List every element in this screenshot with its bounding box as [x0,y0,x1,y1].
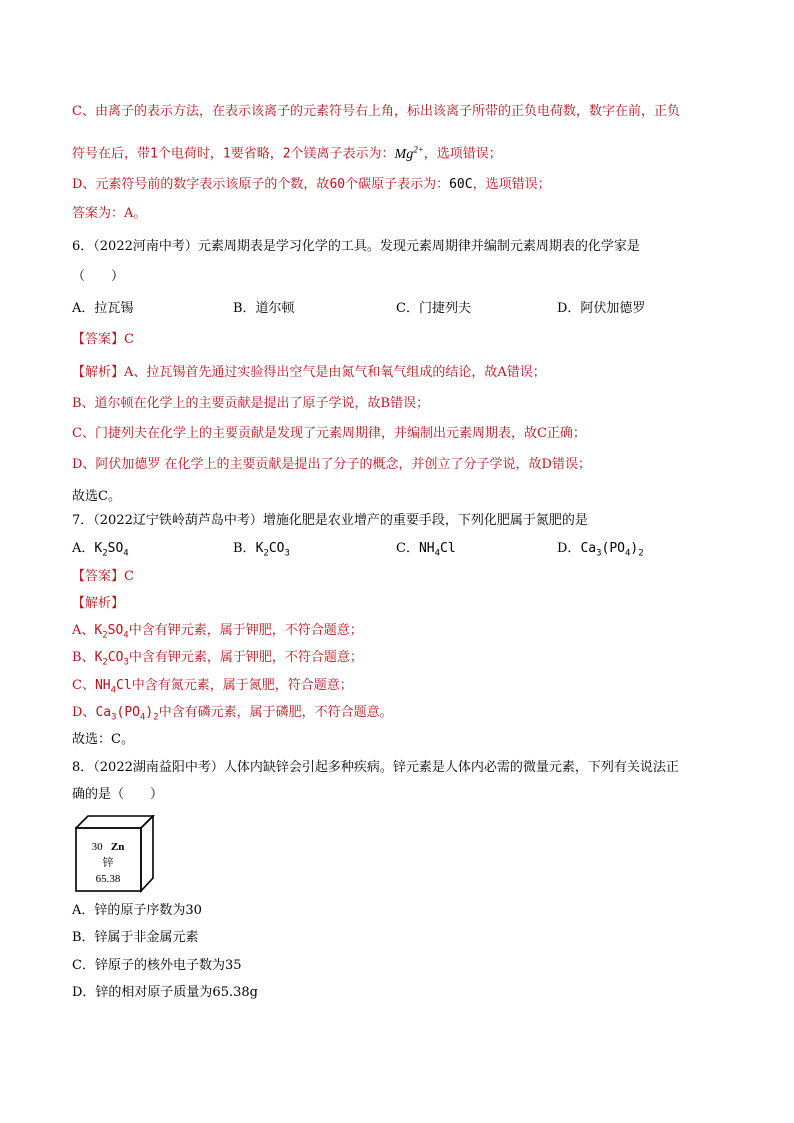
q6-analysis-b: B、道尔顿在化学上的主要贡献是提出了原子学说，故B错误； [72,396,430,411]
q6-stem-line2: （ ） [72,269,125,284]
prev-option-d: D、元素符号前的数字表示该原子的个数，故60个碳原子表示为：60C，选项错误； [72,177,551,192]
q6-option-a: A．拉瓦锡 [72,301,134,316]
q6-analysis-a: 【解析】A、拉瓦锡首先通过实验得出空气是由氮气和氧气组成的结论，故A错误； [72,365,546,380]
q6-analysis-c: C、门捷列夫在化学上的主要贡献是发现了元素周期律，并编制出元素周期表，故C正确； [72,426,586,441]
q8-stem-line2: 确的是（ ） [72,787,164,802]
q7-analysis-tag: 【解析】 [72,596,125,611]
q6-analysis-d: D、阿伏加德罗 在化学上的主要贡献是提出了分子的概念，并创立了分子学说，故D错误； [72,457,591,472]
element-atomic-mass: 65.38 [95,873,121,885]
q8-option-d: D．锌的相对原子质量为65.38g [72,985,258,1000]
prev-option-c-line1: C、由离子的表示方法，在表示该离子的元素符号右上角，标出该离子所带的正负电荷数，数字在前，正负 [72,104,680,119]
q7-analysis-c: C、$NH_4Cl$中含有氮元素，属于氮肥，符合题意； [72,678,353,696]
q7-option-b: B．$K_2CO_3$ [233,541,290,559]
element-number-symbol: 30 Zn [91,841,125,853]
carbon-formula: 60C [449,177,473,192]
q7-analysis-b: B、$K_2CO_3$中含有钾元素，属于钾肥，不符合题意； [72,650,363,668]
mg-ion-formula: $Mg^{2+}$ [394,144,424,162]
prev-answer: 答案为：A。 [72,206,147,221]
q7-option-a: A．$K_2SO_4$ [72,541,129,559]
q8-stem-line1: 8．（2022湖南益阳中考）人体内缺锌会引起多种疾病。锌元素是人体内必需的微量元素，下列有关说法正 [72,760,679,775]
q8-option-b: B．锌属于非金属元素 [72,930,199,945]
element-name: 锌 [102,857,114,869]
q6-conclusion: 故选C。 [72,489,121,504]
q6-option-b: B．道尔顿 [233,301,295,316]
q7-answer: 【答案】C [72,569,134,584]
q7-analysis-a: A、$K_2SO_4$中含有钾元素，属于钾肥，不符合题意； [72,623,363,641]
zinc-element-box [75,815,155,893]
q6-stem-line1: 6．（2022河南中考）元素周期表是学习化学的工具。发现元素周期律并编制元素周期表的化学家是 [72,239,640,254]
q8-option-c: C．锌原子的核外电子数为35 [72,958,242,973]
prev-option-c-line2: 符号在后，带1个电荷时，1要省略，2个镁离子表示为：$Mg^{2+}$，选项错误； [72,144,502,162]
q7-option-d: D．$Ca_3(PO_4)_2$ [557,541,644,559]
q7-option-c: C．$NH_4Cl$ [396,541,456,559]
q7-analysis-d: D、$Ca_3(PO_4)_2$中含有磷元素，属于磷肥，不符合题意。 [72,705,393,723]
q7-stem: 7．（2022辽宁铁岭葫芦岛中考）增施化肥是农业增产的重要手段，下列化肥属于氮肥的是 [72,513,588,528]
q6-option-c: C．门捷列夫 [396,301,471,316]
q6-option-d: D．阿伏加德罗 [557,301,646,316]
q6-answer: 【答案】C [72,332,134,347]
q8-option-a: A．锌的原子序数为30 [72,903,202,918]
q7-conclusion: 故选：C。 [72,732,134,747]
